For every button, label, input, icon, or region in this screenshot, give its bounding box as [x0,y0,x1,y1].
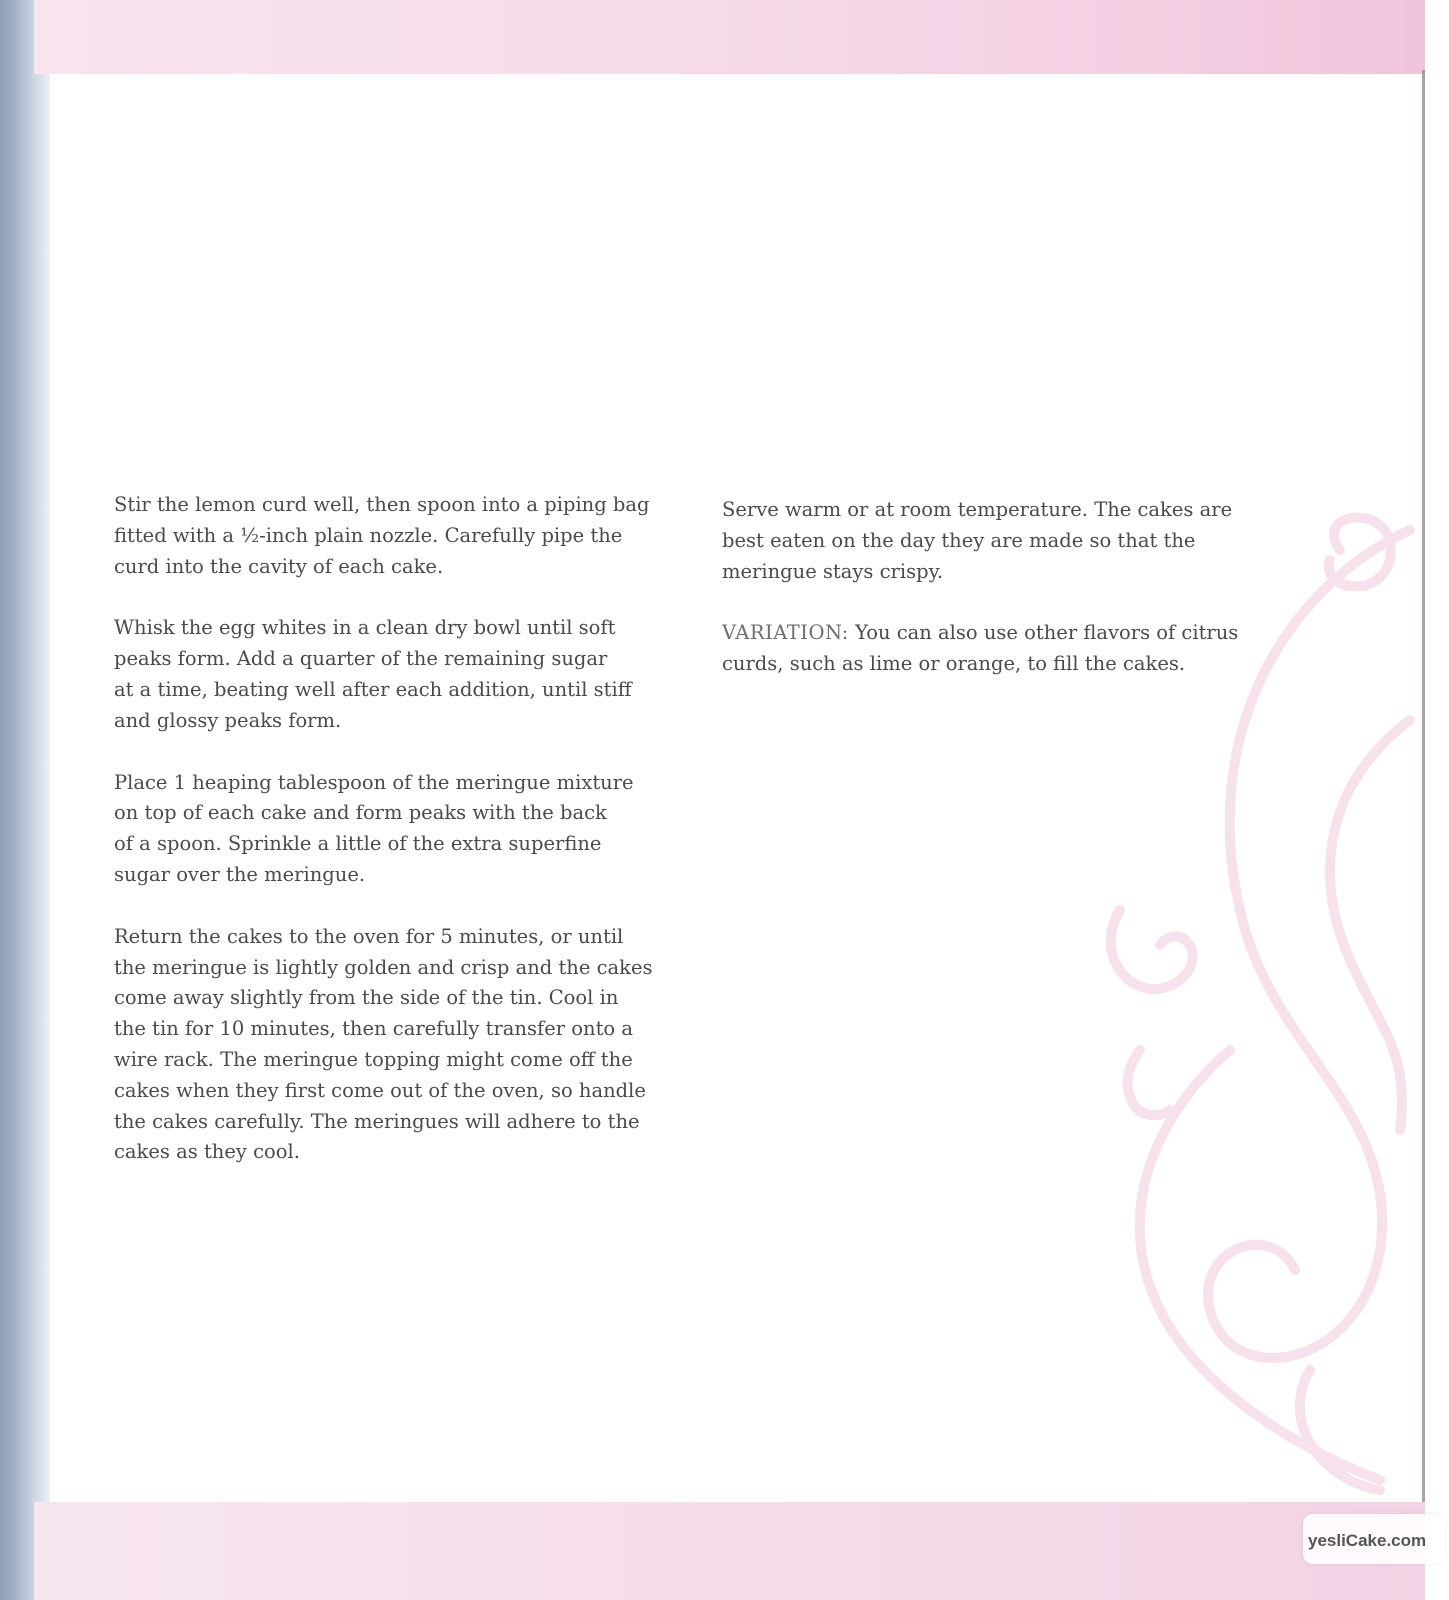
paragraph-serve [722,495,1282,587]
bottom-decorative-band [34,1502,1439,1600]
site-watermark [1303,1514,1445,1564]
text-line: best eaten on the day they are made so that the [722,528,1196,552]
paragraph-return-to-oven [114,922,674,1168]
paragraph-place-meringue [114,768,674,891]
text-line: wire rack. The meringue topping might come off the [114,1047,633,1071]
text-line: Return the cakes to the oven for 5 minutes, or until [114,924,624,948]
text-line: come away slightly from the side of the tin. Cool in [114,986,619,1010]
watermark-text: yesliCake.com [1308,1531,1427,1550]
text-line: sugar over the meringue. [114,862,366,886]
variation-label: VARIATION: [722,621,849,645]
paragraph-pipe-curd [114,490,674,582]
text-line: the meringue is lightly golden and crisp and the cakes [114,955,653,979]
text-line: on top of each cake and form peaks with the back [114,801,607,825]
variation-text: You can also use other flavors of citrus [848,621,1239,645]
text-line: cakes when they first come out of the oven, so handle [114,1078,646,1102]
page-margin-strip [1425,0,1449,1600]
text-line: and glossy peaks form. [114,708,342,732]
text-line: curd into the cavity of each cake. [114,554,444,578]
paragraph-whisk-egg-whites [114,613,674,736]
text-line: fitted with a ½-inch plain nozzle. Carefully pipe the [114,523,623,547]
left-text-column [114,490,674,1199]
text-line: the tin for 10 minutes, then carefully transfer onto a [114,1017,633,1041]
text-line: Stir the lemon curd well, then spoon into a piping bag [114,493,650,516]
text-line: Whisk the egg whites in a clean dry bowl until soft [114,616,616,640]
text-line: of a spoon. Sprinkle a little of the extra superfine [114,832,602,856]
text-line: Place 1 heaping tablespoon of the meringue mixture [114,770,634,794]
text-line: meringue stays crispy. [722,559,944,583]
right-text-column [722,495,1282,711]
text-line [722,618,1282,649]
cupcake-logo-icon [1306,1519,1442,1559]
paragraph-variation [722,618,1282,680]
book-spine-shadow [0,0,50,1600]
text-line: peaks form. Add a quarter of the remaining sugar [114,647,608,671]
text-line: the cakes carefully. The meringues will adhere to the [114,1109,640,1133]
text-line: Serve warm or at room temperature. The cakes are [722,498,1233,521]
top-decorative-band [34,0,1439,74]
text-line: curds, such as lime or orange, to fill the cakes. [722,652,1186,676]
text-line: cakes as they cool. [114,1140,300,1164]
text-line: at a time, beating well after each addition, until stiff [114,677,632,701]
